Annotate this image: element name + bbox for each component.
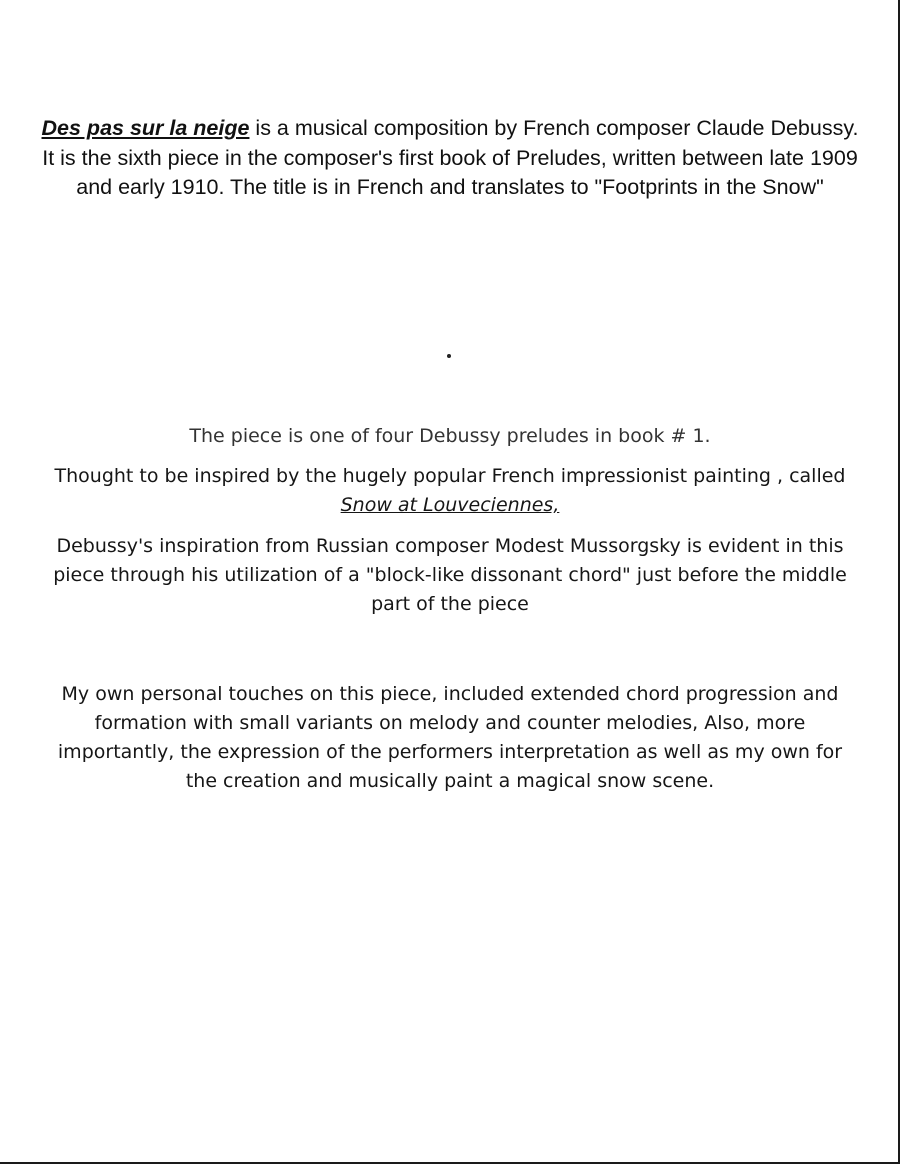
inspiration-paragraph <box>40 462 860 520</box>
piece-title-link[interactable]: Des pas sur la neige <box>41 116 250 140</box>
personal-touches-paragraph: My own personal touches on this piece, included extended chord progression and formation with small variants on melody and counter melodies, Also, more importantly, the expression of the performers interpretation as well as my own for the creation and musically paint a magical snow scene. <box>57 683 843 792</box>
painting-title-link[interactable]: Snow at Louveciennes, <box>340 494 560 516</box>
stray-dot <box>447 354 451 358</box>
intro-text: is a musical composition by French composer Claude Debussy. It is the sixth piece in the composer's first book of Preludes, written between late 1909 and early 1910. The title is in French and translates to "Footprints in the Snow" <box>42 116 859 199</box>
book-line-paragraph: The piece is one of four Debussy preludes in book # 1. <box>189 425 711 447</box>
intro-paragraph <box>40 114 860 203</box>
inspiration-text: Thought to be inspired by the hugely popular French impressionist painting , called <box>54 465 846 487</box>
mussorgsky-paragraph: Debussy's inspiration from Russian composer Modest Mussorgsky is evident in this piece through his utilization of a "block-like dissonant chord" just before the middle part of the piece <box>53 535 847 615</box>
